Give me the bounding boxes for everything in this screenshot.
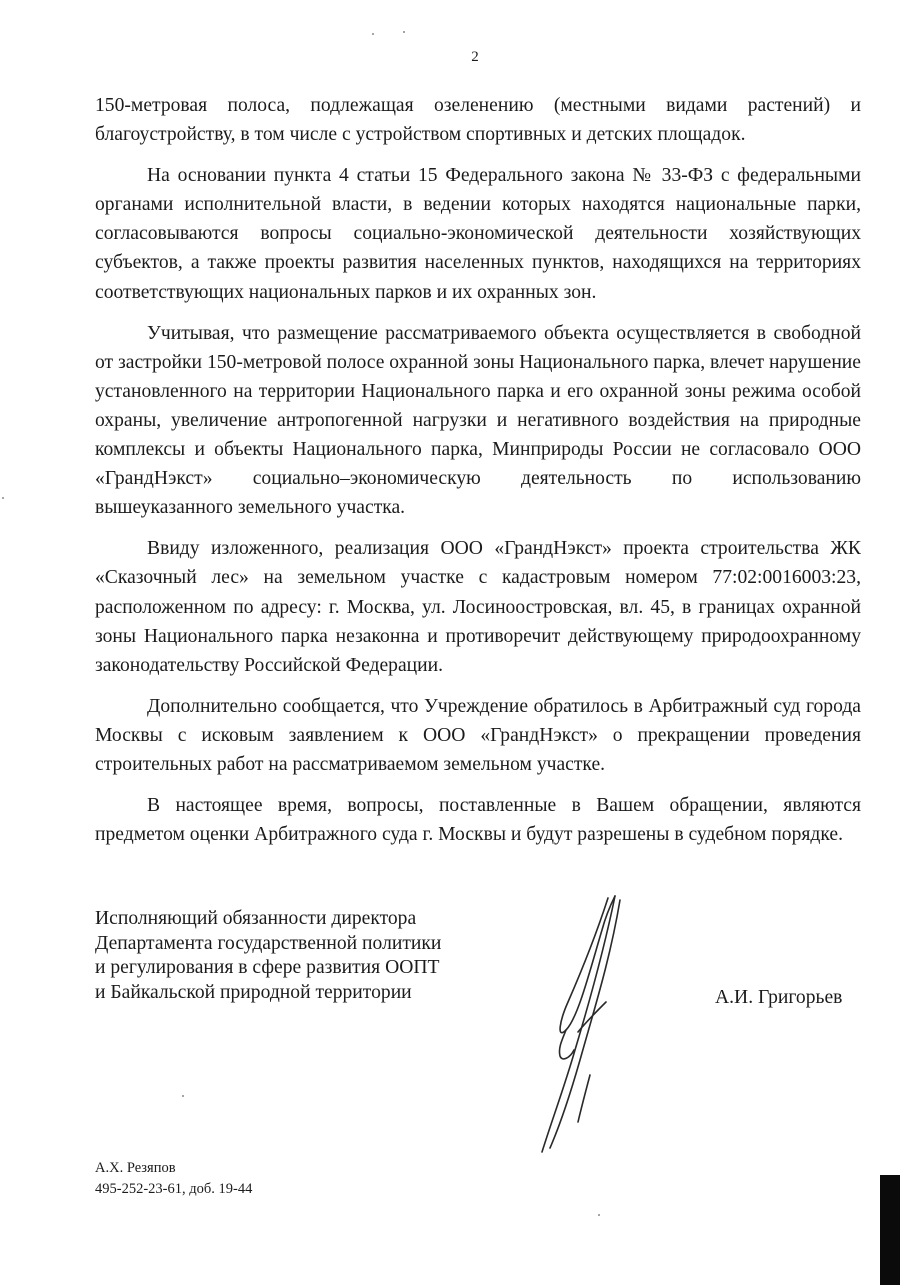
scan-speck: [2, 497, 4, 499]
signatory-title-line: и Байкальской природной территории: [95, 981, 412, 1003]
executor-name: А.Х. Резяпов: [95, 1160, 176, 1176]
signatory-title-line: и регулирования в сфере развития ООПТ: [95, 957, 440, 978]
letter-body: [95, 91, 861, 861]
scan-speck: [372, 33, 374, 35]
paragraph: 150-метровая полоса, подлежащая озеленению (местными видами растений) и благоустройству, в том числе с устройством спортивных и детских площадок.: [95, 95, 861, 146]
page-number: 2: [471, 49, 479, 65]
signatory-title: [95, 907, 515, 1005]
paragraph: Учитывая, что размещение рассматриваемого объекта осуществляется в свободной от застройки 150-метровой полосе охранной зоны Национального парка, влечет нарушение установленного на территории Национального парка и его охранной зоны режима особой охраны, увеличение антропогенной нагрузки и негативного воздействия на природные комплексы и объекты Национального парка, Минприроды России не согласовало ООО «ГрандНэкст» социально–экономическую деятельность по использованию вышеуказанного земельного участка.: [95, 322, 861, 519]
signatory-title-line: Департамента государственной политики: [95, 932, 442, 954]
signatory-title-line: Исполняющий обязанности директора: [95, 908, 417, 929]
paragraph: На основании пункта 4 статьи 15 Федерального закона № 33-ФЗ с федеральными органами исполнительной власти, в ведении которых находятся национальные парки, согласовываются вопросы социально-экономической деятельности хозяйствующих субъектов, а также проекты развития населенных пунктов, находящихся на территориях соответствующих национальных парков и их охранных зон.: [95, 165, 861, 303]
paragraph: В настоящее время, вопросы, поставленные в Вашем обращении, являются предметом оценки Арбитражного суда г. Москвы и будут разрешены в судебном порядке.: [95, 795, 861, 846]
executor-info: [95, 1158, 252, 1199]
executor-phone: 495-252-23-61, доб. 19-44: [95, 1180, 253, 1197]
scan-speck: [598, 1214, 600, 1216]
signatory-name: А.И. Григорьев: [715, 987, 843, 1008]
scan-speck: [182, 1095, 184, 1097]
scan-edge-bar: [880, 1175, 900, 1285]
handwritten-signature: [520, 890, 650, 1160]
paragraph: Дополнительно сообщается, что Учреждение обратилось в Арбитражный суд города Москвы с исковым заявлением к ООО «ГрандНэкст» о прекращении проведения строительных работ на рассматриваемом земельном участке.: [95, 695, 861, 775]
paragraph: Ввиду изложенного, реализация ООО «ГрандНэкст» проекта строительства ЖК «Сказочный лес» на земельном участке с кадастровым номером 77:02:0016003:23, расположенном по адресу: г. Москва, ул. Лосиноостровская, вл. 45, в границах охранной зоны Национального парка незаконна и противоречит действующему природоохранному законодательству Российской Федерации.: [95, 538, 861, 676]
scan-speck: [403, 31, 405, 33]
